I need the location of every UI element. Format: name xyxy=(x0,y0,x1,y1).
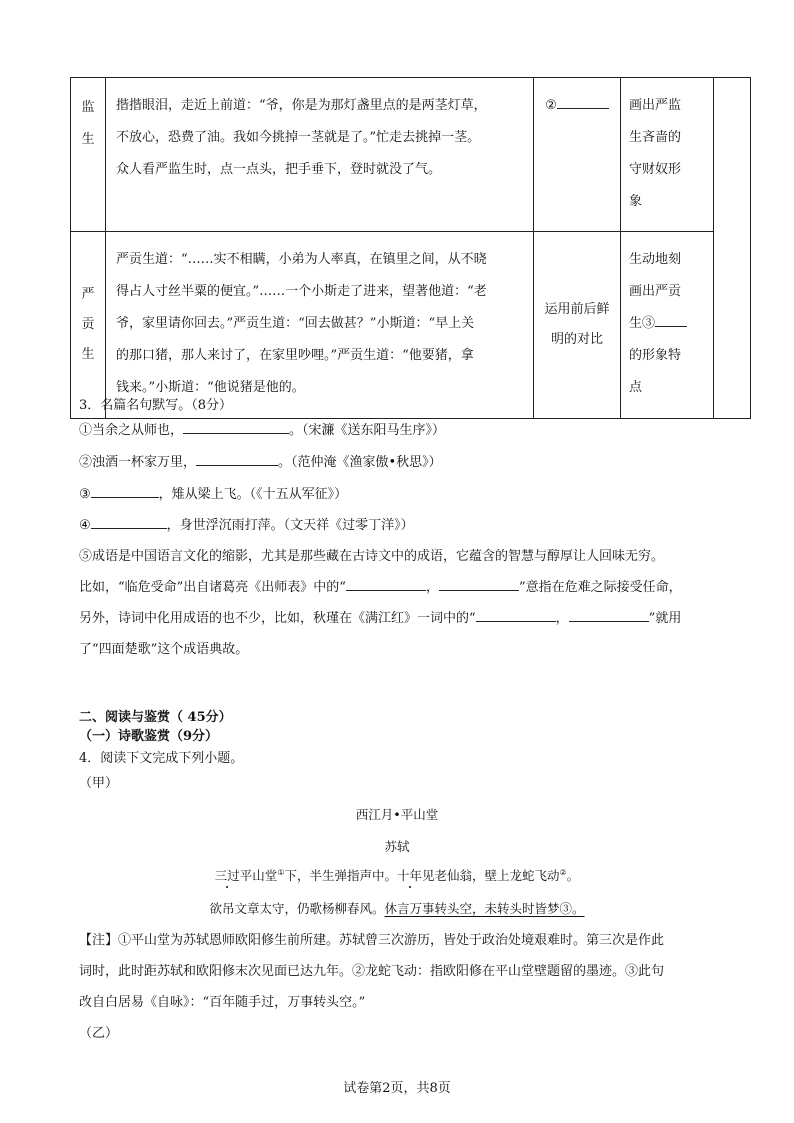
answer-blank[interactable] xyxy=(476,609,556,622)
line-text: 比如，“临危受命”出自诸葛亮《出师表》中的“ xyxy=(79,580,346,595)
excerpt-line: 的那口猪，那人来讨了，在家里吵哩。”严贡生道：“他要猪，拿 xyxy=(116,348,474,363)
excerpt-line: 不放心，恐费了油。我如今挑掉一茎就是了。”忙走去挑掉一茎。 xyxy=(116,130,481,145)
excerpt-cell xyxy=(106,78,534,232)
name-char: 生 xyxy=(81,347,95,362)
excerpt-line: 众人看严监生时，点一点头，把手垂下，登时就没了气。 xyxy=(116,162,442,177)
table-row xyxy=(71,78,751,232)
answer-blank[interactable] xyxy=(91,516,167,529)
underlined-poem-text: 休言万事转头空，未转头时皆梦③。 xyxy=(384,901,585,916)
answer-blank[interactable] xyxy=(346,578,426,591)
line-text: ①当余之从师也， xyxy=(79,423,184,438)
recitation-line-2 xyxy=(79,453,442,473)
effect-line: 象 xyxy=(629,194,643,209)
line-text: ③ xyxy=(79,487,91,502)
poem-text: 。 xyxy=(566,868,580,883)
character-name-cell xyxy=(71,232,106,419)
poem-text: 欲吊文章太守，仍歌杨柳春风。 xyxy=(209,901,385,916)
answer-blank[interactable] xyxy=(91,485,159,498)
line-text: 。（宋濂《送东阳马生序》） xyxy=(289,423,446,438)
recitation-line-4 xyxy=(79,516,414,536)
line-text: ”意指在危难之际接受任命， xyxy=(518,580,682,595)
note-line-1: 【注】①平山堂为苏轼恩师欧阳修生前所建。苏轼曾三次游历，皆处于政治处境艰难时。第三次是作此 xyxy=(79,933,665,948)
footnote-mark: ② xyxy=(559,867,567,877)
effect-text: 生③ xyxy=(629,316,656,331)
line-text: 另外，诗词中化用成语的也不少，比如，秋瑾在《满江红》一词中的“ xyxy=(79,611,476,626)
answer-blank[interactable] xyxy=(439,578,519,591)
excerpt-line: 爷，家里请你回去。”严贡生道：“回去做甚？”小斯道：“早上关 xyxy=(116,316,475,331)
character-name-cell xyxy=(71,78,106,232)
blank-number: ② xyxy=(545,98,557,113)
effect-line: 的形象特 xyxy=(629,348,682,363)
name-char: 监 xyxy=(81,100,95,115)
page-footer: 试卷第2页，共8页 xyxy=(343,1081,451,1096)
recitation-line-7 xyxy=(79,609,681,629)
poem-line-1 xyxy=(0,866,794,884)
excerpt-line: 得占人寸丝半粟的便宜。”……一个小斯走了进来，望著他道：“老 xyxy=(116,284,487,299)
technique-line: 运用前后鲜 xyxy=(544,302,610,317)
excerpt-line: 钱来。”小斯道：“他说猪是他的。 xyxy=(116,380,305,395)
poem-text: 十年 xyxy=(397,868,423,883)
effect-line: 守财奴形 xyxy=(629,162,682,177)
subsection-title: （一）诗歌鉴赏（9分） xyxy=(79,729,219,744)
effect-line: 生动地刻 xyxy=(629,252,682,267)
recitation-line-6 xyxy=(79,578,682,598)
recitation-line-8: 了“四面楚歌”这个成语典故。 xyxy=(79,642,249,657)
passage-label-yi: （乙） xyxy=(79,1026,119,1041)
poem-text: 见老仙翁，壁上龙蛇飞动 xyxy=(422,868,560,883)
note-line-2: 词时，此时距苏轼和欧阳修末次见面已达九年。②龙蛇飞动：指欧阳修在平山堂壁题留的墨迹。③此句 xyxy=(79,964,665,979)
answer-blank[interactable] xyxy=(569,609,649,622)
name-char: 贡 xyxy=(81,317,95,332)
excerpt-cell xyxy=(106,232,534,419)
poem-text: 平山堂 xyxy=(239,868,278,883)
poem-line-2 xyxy=(0,899,794,917)
line-text: ，身世浮沉雨打萍。（文天祥《过零丁洋》） xyxy=(166,518,414,533)
section-title: 二、阅读与鉴赏（ 45分） xyxy=(79,710,232,725)
line-text: 。（范仲淹《渔家傲•秋思》） xyxy=(278,455,442,470)
line-text: ”就用 xyxy=(648,611,682,626)
line-text: ，雉从梁上飞。（《十五从军征》） xyxy=(158,487,348,502)
effect-line: 画出严贡 xyxy=(629,284,682,299)
poem-text: 下，半生弹指声中。 xyxy=(284,868,397,883)
effect-cell xyxy=(621,232,714,419)
note-line-3: 改自白居易《自咏》：“百年随手过，万事转头空。” xyxy=(79,995,366,1010)
recitation-line-3 xyxy=(79,485,347,505)
answer-blank[interactable] xyxy=(196,453,278,466)
excerpt-line: 严贡生道：“……实不相瞒，小弟为人率真，在镇里之间，从不晓 xyxy=(116,252,487,267)
line-text: ， xyxy=(425,580,439,595)
excerpt-line: 揩揩眼泪，走近上前道：“爷，你是为那灯盏里点的是两茎灯草， xyxy=(116,98,487,113)
poem-author: 苏轼 xyxy=(384,839,410,854)
question-4-prompt: 4．阅读下文完成下列小题。 xyxy=(79,751,244,766)
footnote-mark: ① xyxy=(277,867,285,877)
effect-cell xyxy=(621,78,714,232)
answer-blank[interactable] xyxy=(557,96,609,109)
name-char: 生 xyxy=(81,132,95,147)
table-row xyxy=(71,232,751,419)
technique-cell xyxy=(534,78,621,232)
answer-blank[interactable] xyxy=(183,421,289,434)
poem-text: 三过 xyxy=(214,868,240,883)
answer-blank[interactable] xyxy=(655,314,687,327)
line-text: ②浊酒一杯家万里， xyxy=(79,455,197,470)
line-text: ， xyxy=(555,611,569,626)
character-analysis-table xyxy=(70,77,751,419)
recitation-line-5: ⑤成语是中国语言文化的缩影，尤其是那些藏在古诗文中的成语，它蕴含的智慧与醇厚让人回味无穷。 xyxy=(79,549,665,564)
technique-cell xyxy=(534,232,621,419)
empty-cell xyxy=(714,78,751,419)
effect-line: 生吝啬的 xyxy=(629,130,682,145)
question-3-title: 3．名篇名句默写。（8分） xyxy=(79,398,233,413)
effect-line: 点 xyxy=(629,380,643,395)
poem-title: 西江月•平山堂 xyxy=(355,807,439,822)
technique-line: 明的对比 xyxy=(550,332,603,347)
passage-label-jia: （甲） xyxy=(79,776,119,791)
line-text: ④ xyxy=(79,518,91,533)
effect-line xyxy=(629,308,709,340)
effect-line: 画出严监 xyxy=(629,98,682,113)
recitation-line-1 xyxy=(79,421,445,441)
name-char: 严 xyxy=(81,287,95,302)
